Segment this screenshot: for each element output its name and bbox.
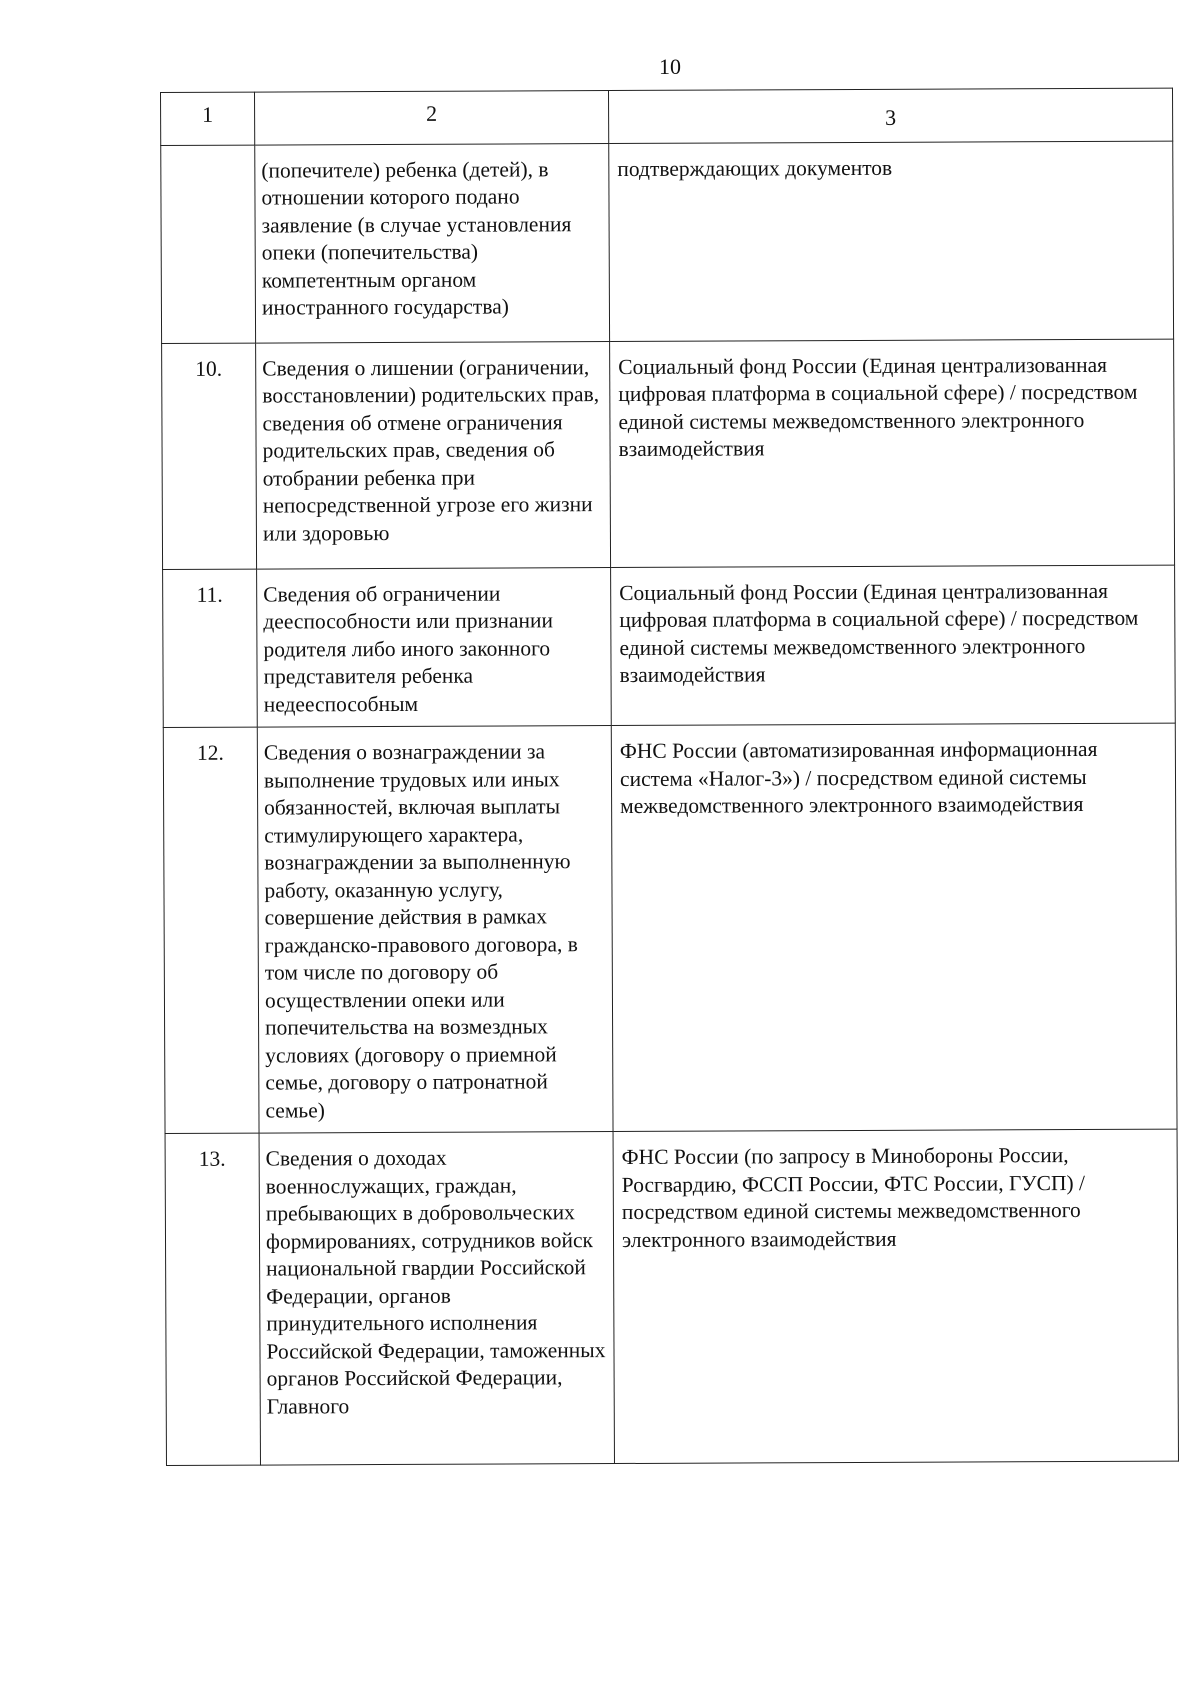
row-number: 11.: [163, 569, 258, 728]
page-number: 10: [659, 54, 681, 79]
header-col-3: 3: [608, 88, 1172, 143]
row-number: 13.: [165, 1133, 260, 1465]
row-source: ФНС России (по запросу в Минобороны России, Росгвардию, ФССП России, ФТС России, ГУСП) / посредством единой системы межведомственного электронного взаимодействия: [613, 1129, 1178, 1463]
row-source: подтверждающих документов: [609, 141, 1174, 341]
table-row: [163, 565, 1176, 728]
row-info: (попечителе) ребенка (детей), в отношении которого подано заявление (в случае установления опеки (попечительства) компетентным органом иностранного государства): [255, 143, 610, 343]
documents-table: [160, 88, 1179, 1466]
row-number: [161, 145, 256, 343]
header-col-1: 1: [161, 92, 255, 145]
row-number: 12.: [163, 727, 259, 1133]
table-row: [161, 141, 1174, 343]
row-info: Сведения о лишении (ограничении, восстановлении) родительских прав, сведения об отмене ограничения родительских прав, сведения об отобрании ребенка при непосредственной угрозе его жизни или здоровью: [256, 341, 611, 569]
table-row: [165, 1129, 1178, 1465]
row-info: Сведения об ограничении дееспособности или признании родителя либо иного законного представителя ребенка недееспособным: [257, 567, 612, 727]
row-source: Социальный фонд России (Единая централизованная цифровая платформа в социальной сфере) / посредством единой системы межведомственного электронного взаимодействия: [610, 339, 1175, 567]
row-source: Социальный фонд России (Единая централизованная цифровая платформа в социальной сфере) / посредством единой системы межведомственного электронного взаимодействия: [611, 565, 1176, 726]
row-number: 10.: [162, 343, 257, 569]
row-info: Сведения о доходах военнослужащих, граждан, пребывающих в добровольческих формированиях, сотрудников войск национальной гвардии Российской Федерации, органов принудительного исполнения Российской Федерации, таможенных органов Российской Федерации, Главного: [259, 1132, 614, 1466]
table-header-row: [161, 88, 1173, 145]
header-col-2: 2: [255, 91, 609, 145]
table-row: [162, 339, 1175, 569]
row-source: ФНС России (автоматизированная информационная система «Налог-3») / посредством единой системы межведомственного электронного взаимодействия: [611, 723, 1177, 1131]
table-row: [163, 723, 1177, 1133]
row-info: Сведения о вознаграждении за выполнение трудовых или иных обязанностей, включая выплаты стимулирующего характера, вознаграждении за выполненную работу, оказанную услугу, совершение действия в рамках гражданско-правового договора, в том числе по договору об осуществлении опеки или попечительства на возмездных условиях (договору о приемной семье, договору о патронатной семье): [257, 726, 613, 1134]
